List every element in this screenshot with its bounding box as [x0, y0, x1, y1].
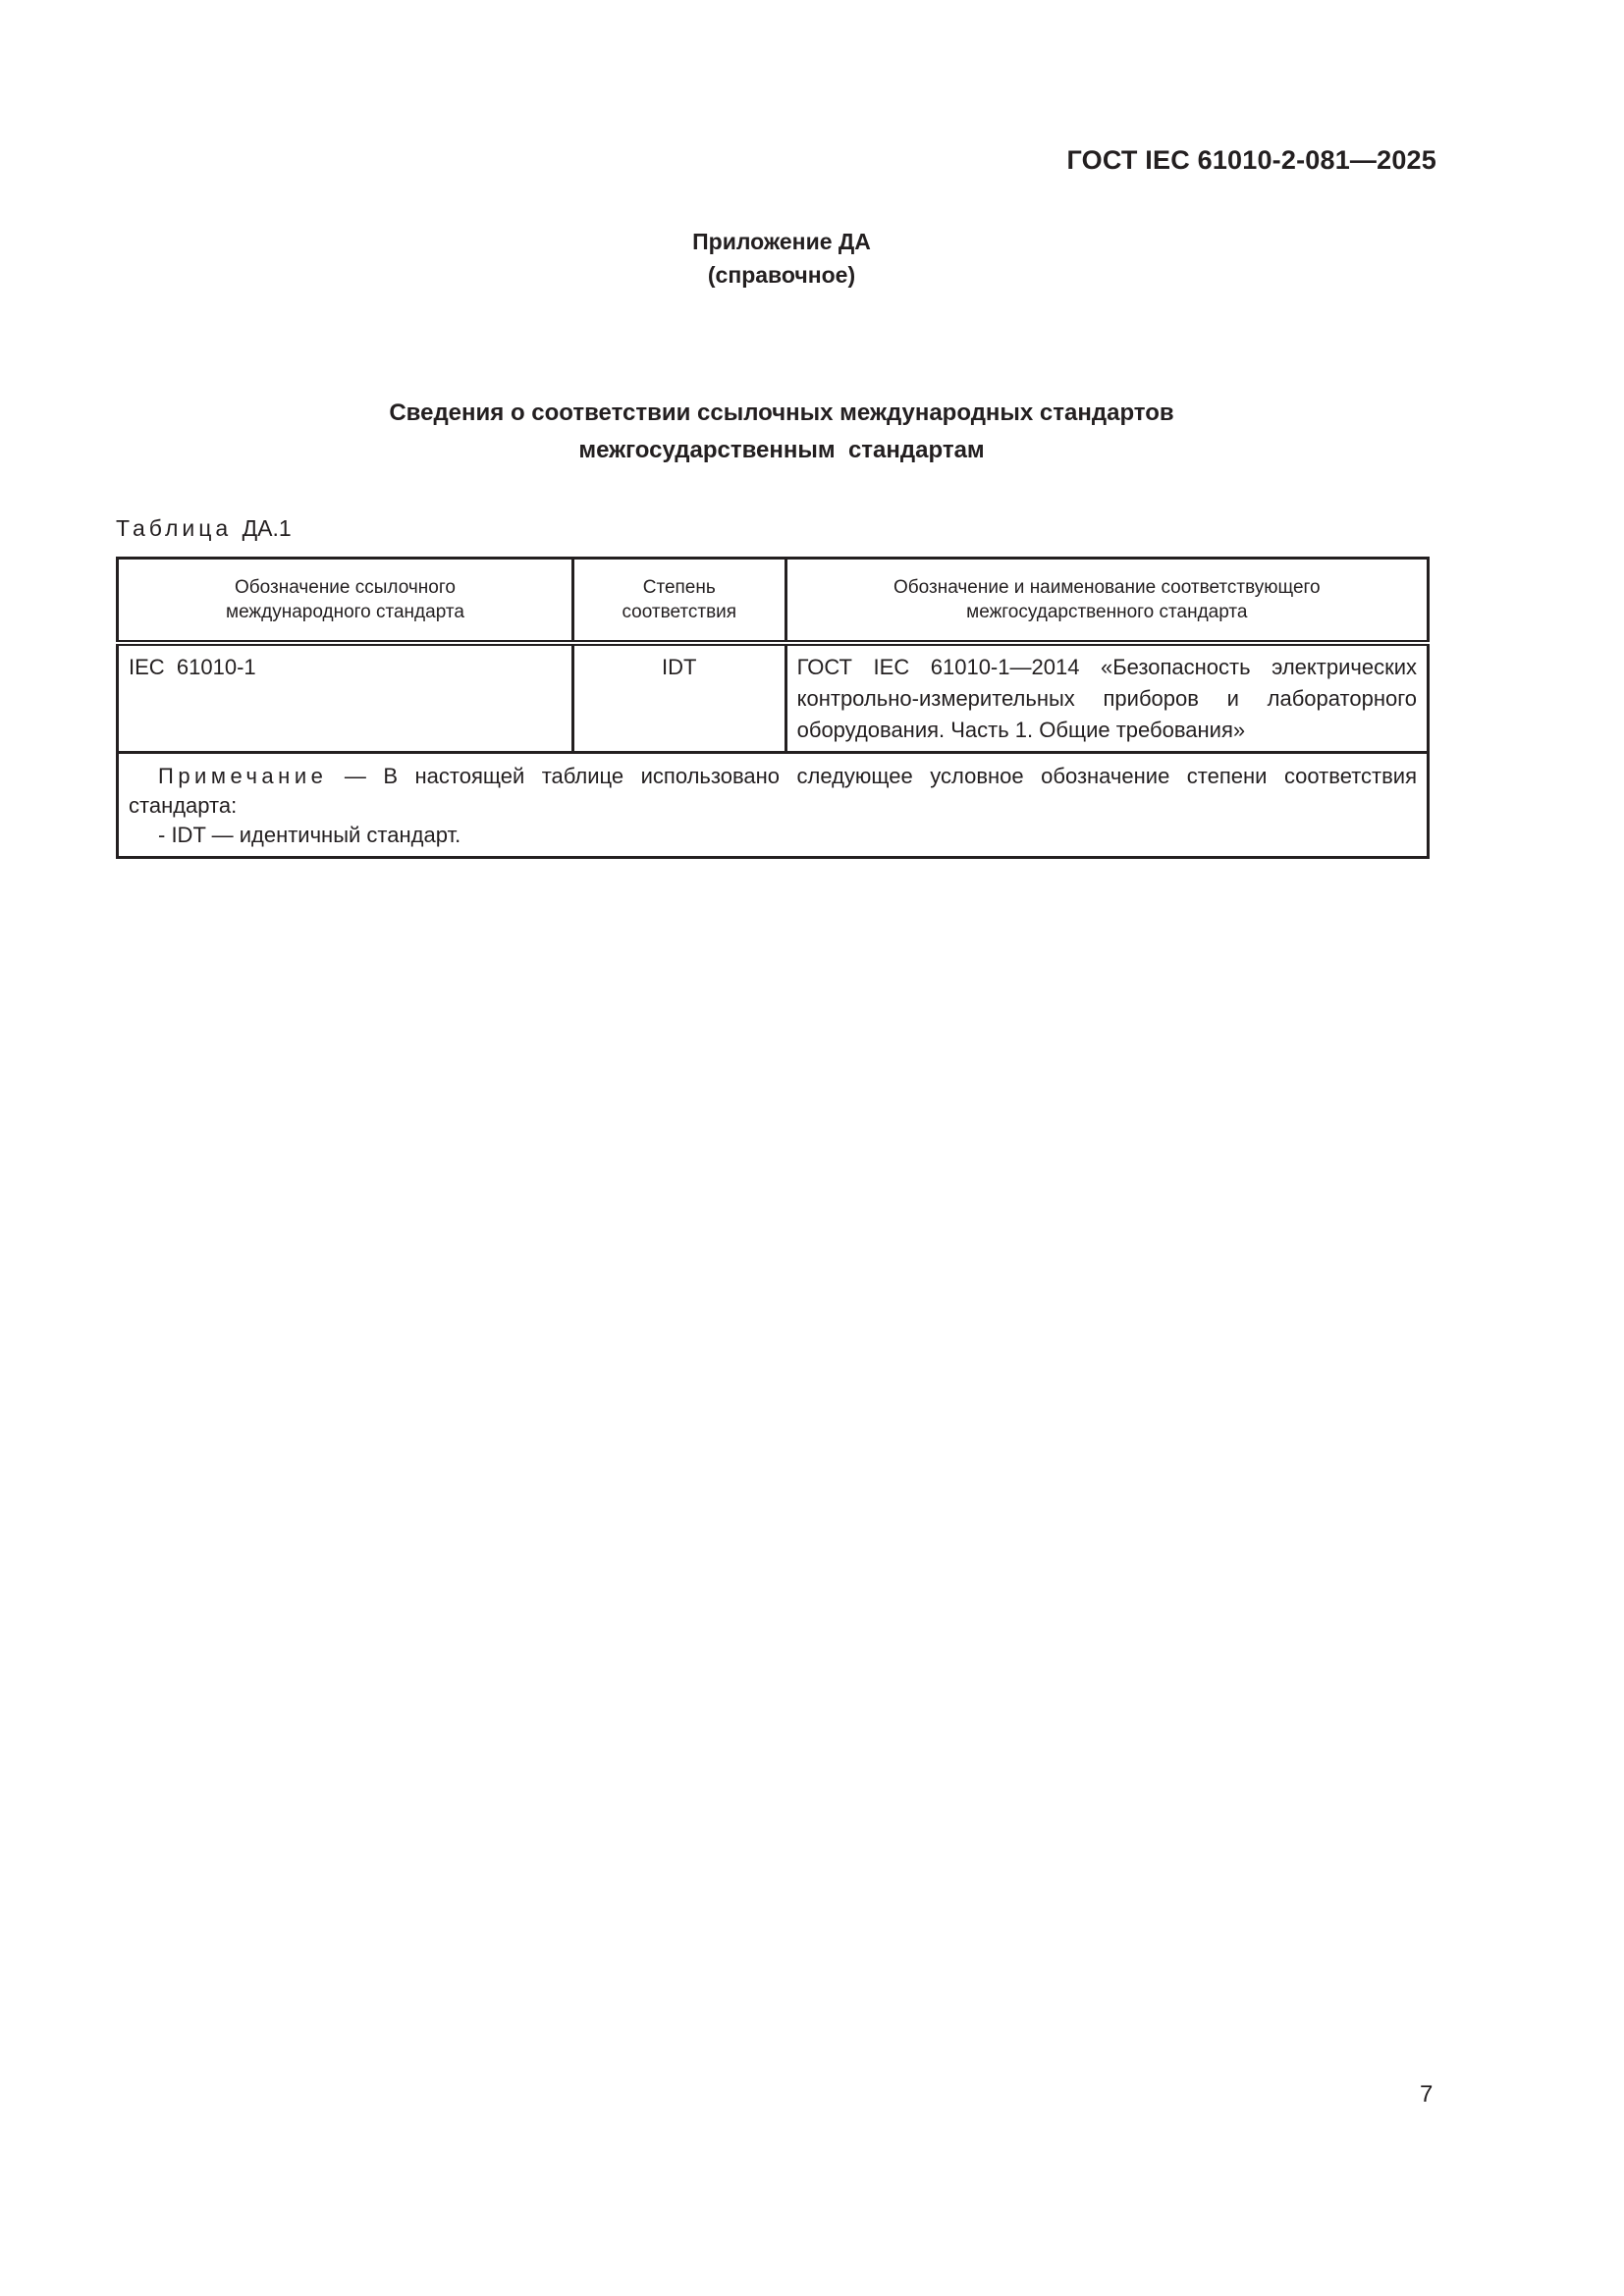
- appendix-heading: [0, 225, 1563, 292]
- table-caption: [116, 515, 292, 542]
- appendix-subtitle: (справочное): [707, 262, 856, 288]
- table-header-row: [118, 559, 1429, 644]
- page-number: 7: [1420, 2081, 1434, 2108]
- table-row: [118, 643, 1429, 753]
- column-header-interstate-standard: [785, 559, 1428, 644]
- column-header-line: международного стандарта: [226, 602, 464, 622]
- column-header-line: Обозначение ссылочного: [234, 577, 456, 598]
- note-item: - IDT — идентичный стандарт.: [158, 823, 461, 847]
- note-text: — В настоящей таблице использовано следующее условное обозначение степени соответствия стандарта:: [129, 764, 1417, 818]
- document-code: ГОСТ IEC 61010-2-081—2025: [1066, 145, 1436, 175]
- section-title: [0, 395, 1563, 469]
- standards-correspondence-table: [116, 557, 1430, 859]
- cell-interstate-standard: ГОСТ IEC 61010-1—2014 «Безопасность электрических контрольно-измерительных приборов и лабораторного оборудования. Часть 1. Общие требования»: [785, 643, 1428, 753]
- column-header-line: Обозначение и наименование соответствующего: [893, 577, 1321, 598]
- column-header-line: межгосударственного стандарта: [966, 602, 1248, 622]
- cell-reference: IEC 61010-1: [118, 643, 573, 753]
- note-label: Примечание: [158, 764, 328, 788]
- column-header-degree: [572, 559, 785, 644]
- table-caption-label: Таблица: [116, 515, 233, 541]
- section-title-line2: межгосударственным стандартам: [578, 437, 985, 463]
- table-caption-number: ДА.1: [242, 515, 292, 541]
- table-note: [118, 753, 1429, 858]
- column-header-line: соответствия: [622, 602, 737, 622]
- cell-degree: IDT: [572, 643, 785, 753]
- appendix-title: Приложение ДА: [692, 229, 871, 254]
- column-header-line: Степень: [642, 577, 716, 598]
- section-title-line1: Сведения о соответствии ссылочных международных стандартов: [389, 400, 1174, 426]
- table-note-row: [118, 753, 1429, 858]
- column-header-reference: [118, 559, 573, 644]
